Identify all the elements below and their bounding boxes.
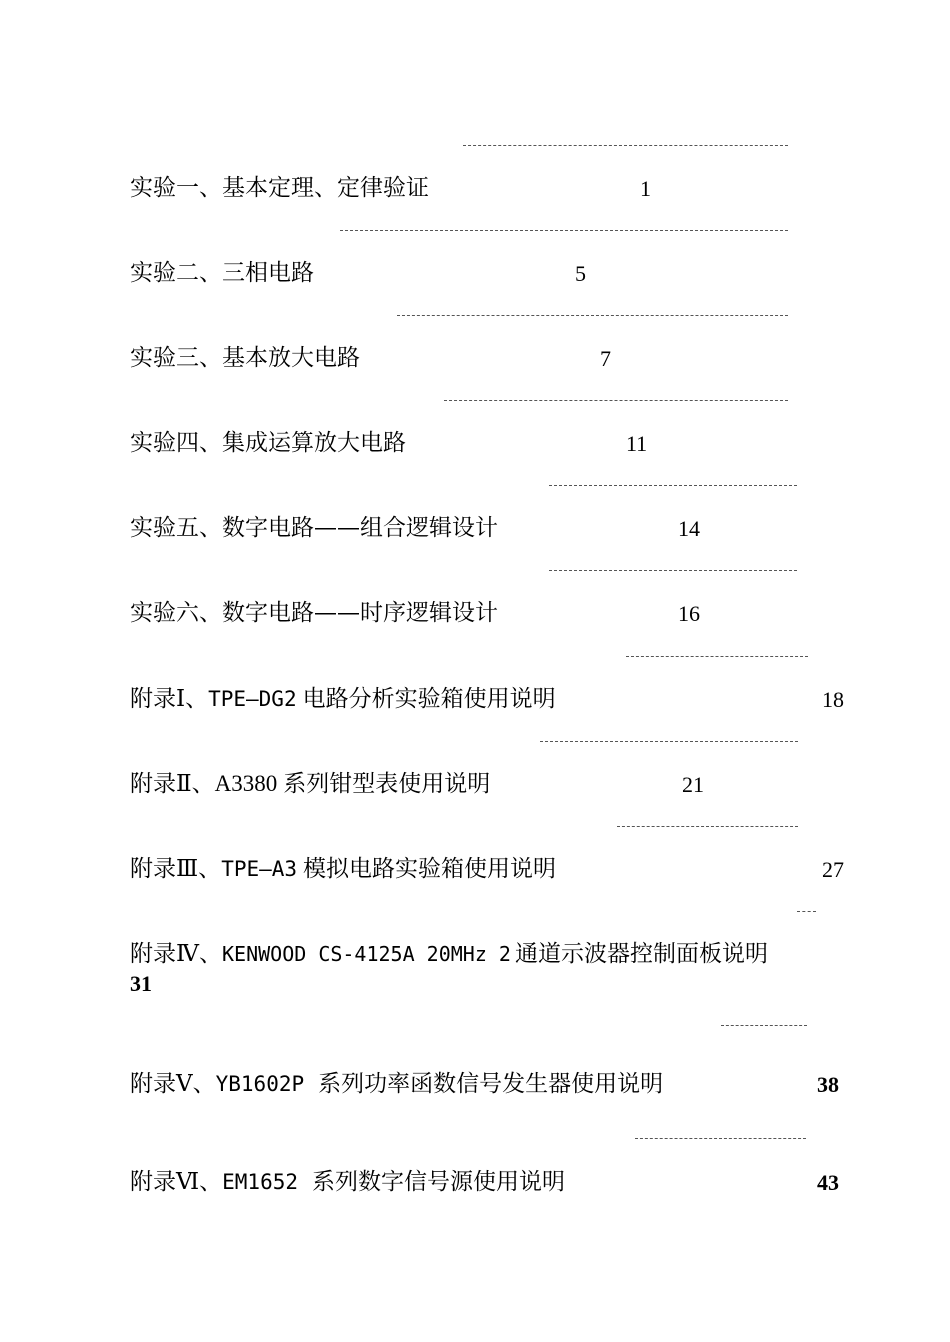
dot-leader: [340, 230, 788, 231]
title-code: TPE—A3: [221, 857, 298, 881]
title-suffix: 电路分析实验箱使用说明: [302, 686, 556, 712]
title-suffix: 模拟电路实验箱使用说明: [303, 856, 557, 882]
toc-entry-title: [130, 685, 556, 713]
toc-entry-title: 实验四、集成运算放大电路: [130, 430, 406, 456]
dot-leader: [549, 485, 797, 486]
toc-entry-title: [130, 855, 556, 883]
title-code: A3380: [214, 771, 278, 796]
dot-leader: [721, 1025, 807, 1026]
toc-entry-page: 16: [678, 601, 700, 626]
toc-entry-title: [130, 940, 768, 968]
toc-entry-title: [130, 770, 490, 798]
dot-leader: [626, 656, 808, 657]
toc-entry-title: [130, 1070, 663, 1098]
title-suffix: 系列功率函数信号发生器使用说明: [318, 1071, 664, 1097]
title-code: KENWOOD CS-4125A 20MHz 2: [221, 942, 511, 966]
title-prefix: 附录Ⅴ、: [130, 1071, 216, 1097]
toc-entry-page: 31: [130, 971, 152, 996]
toc-entry-title: [130, 1168, 565, 1196]
title-prefix: 附录Ⅲ、: [130, 856, 222, 882]
toc-entry-page: 5: [575, 261, 586, 286]
title-code: TPE—DG2: [208, 687, 297, 711]
dot-leader: [549, 570, 797, 571]
dot-leader: [635, 1138, 806, 1139]
title-code: EM1652: [222, 1170, 298, 1194]
dot-leader: [617, 826, 798, 827]
title-prefix: 附录Ⅱ、: [130, 771, 215, 797]
toc-entry-page: 21: [682, 772, 704, 797]
title-prefix: 附录Ⅰ、: [130, 686, 209, 712]
toc-entry-page: 1: [640, 176, 651, 201]
dot-leader: [797, 911, 816, 912]
toc-entry-page: 14: [678, 516, 700, 541]
toc-entry-page: 11: [626, 431, 648, 456]
toc-entry-page: 38: [817, 1072, 839, 1097]
toc-entry-page: 43: [817, 1170, 839, 1195]
dot-leader: [444, 400, 788, 401]
title-code: YB1602P: [215, 1072, 305, 1096]
dot-leader: [540, 741, 798, 742]
dot-leader: [463, 145, 788, 146]
title-prefix: 附录Ⅳ、: [130, 941, 222, 967]
toc-entry-title: 实验一、基本定理、定律验证: [130, 175, 429, 201]
toc-entry-title: 实验三、基本放大电路: [130, 345, 360, 371]
dot-leader: [397, 315, 788, 316]
title-suffix: 系列钳型表使用说明: [283, 771, 491, 797]
toc-entry-page: 18: [822, 687, 844, 712]
title-prefix: 附录Ⅵ、: [130, 1169, 223, 1195]
toc-entry-title: 实验六、数字电路——时序逻辑设计: [130, 600, 498, 626]
title-suffix: 通道示波器控制面板说明: [514, 941, 768, 967]
toc-entry-title: 实验五、数字电路——组合逻辑设计: [130, 515, 498, 541]
toc-entry-page: 7: [600, 346, 611, 371]
title-suffix: 系列数字信号源使用说明: [312, 1169, 565, 1195]
toc-entry-title: 实验二、三相电路: [130, 260, 314, 286]
toc-entry-page: 27: [822, 857, 844, 882]
